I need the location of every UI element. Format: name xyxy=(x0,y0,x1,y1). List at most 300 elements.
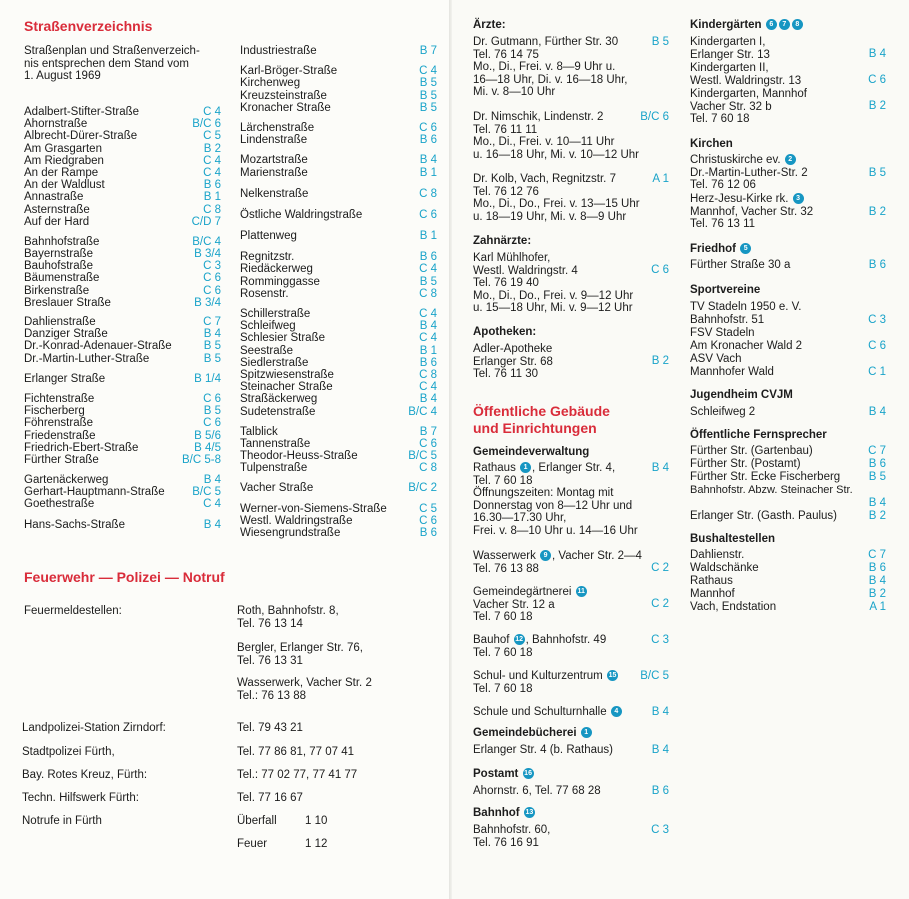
street-grid-ref: B/C 4 xyxy=(408,405,437,418)
map-marker-icon: 2 xyxy=(785,154,796,165)
street-grid-ref: B 6 xyxy=(419,134,437,147)
streets-title: Straßenverzeichnis xyxy=(24,18,153,34)
street-name: Goethestraße xyxy=(24,498,95,511)
street-row xyxy=(240,482,437,494)
apotheke-grid: B 2 xyxy=(651,355,669,367)
street-row xyxy=(240,438,437,450)
street-row xyxy=(240,167,437,179)
street-grid-ref: C 4 xyxy=(203,166,221,179)
street-name: An der Waldlust xyxy=(24,179,105,192)
street-row xyxy=(240,188,437,200)
adler-apotheke: Adler-Apotheke Erlanger Str. 68 Tel. 76 11 30 xyxy=(473,343,553,380)
street-grid-ref: B 6 xyxy=(419,527,437,539)
street-grid-ref: C 6 xyxy=(419,437,437,450)
street-grid-ref: B/C 5 xyxy=(408,450,437,463)
street-grid-ref: C 4 xyxy=(419,381,437,394)
fernsprecher-3-grid: B 5 xyxy=(868,471,886,483)
street-row xyxy=(24,353,221,365)
street-row xyxy=(240,134,437,146)
street-row xyxy=(24,216,221,228)
doctor-gutmann-grid: B 5 xyxy=(651,36,669,48)
herz-jesu-kirche-grid: B 2 xyxy=(868,206,886,218)
bus-stop-1: Dahlienstr. xyxy=(690,549,745,561)
bus-stop-4: Mannhof xyxy=(690,588,735,600)
street-name: Fichtenstraße xyxy=(24,392,95,405)
apotheken-title: Apotheken: xyxy=(473,326,537,338)
street-grid-ref: C 6 xyxy=(203,272,221,285)
street-name: Hans-Sachs-Straße xyxy=(24,518,125,531)
bus-stop-1-grid: C 7 xyxy=(868,549,886,561)
fsv-stadeln: FSV Stadeln Am Kronacher Wald 2 xyxy=(690,327,803,352)
street-row xyxy=(24,260,221,272)
street-row xyxy=(24,442,221,454)
street-row xyxy=(24,474,221,486)
street-grid-ref: C/D 7 xyxy=(191,215,221,228)
street-list-column-2 xyxy=(240,45,437,539)
page-fold xyxy=(449,0,452,899)
street-name: Erlanger Straße xyxy=(24,372,106,385)
street-row xyxy=(240,209,437,221)
wasserwerk-grid: C 2 xyxy=(651,562,669,574)
street-row xyxy=(24,248,221,260)
street-name: Lindenstraße xyxy=(240,134,308,147)
street-row xyxy=(240,230,437,242)
street-name: Kronacher Straße xyxy=(240,101,331,114)
street-name: Fischerberg xyxy=(24,405,85,418)
doctor-gutmann: Dr. Gutmann, Fürther Str. 30 Tel. 76 14 75 Mo., Di., Frei. v. 8—9 Uhr u. 16—18 Uhr, Di. v. 16—18 Uhr, Mi. v. 8—10 Uhr xyxy=(473,36,628,98)
bahnhof-grid: C 3 xyxy=(651,824,669,836)
street-grid-ref: C 6 xyxy=(419,208,437,221)
gemeindebuecherei-grid: B 4 xyxy=(651,744,669,756)
street-row xyxy=(240,154,437,166)
street-grid-ref: B 5 xyxy=(419,89,437,102)
street-name: Adalbert-Stifter-Straße xyxy=(24,106,140,118)
street-name: Nelkenstraße xyxy=(240,187,309,200)
street-grid-ref: B 1 xyxy=(419,166,437,179)
street-name: Romminggasse xyxy=(240,275,320,288)
rathaus-grid: B 4 xyxy=(651,462,669,474)
street-row xyxy=(240,406,437,418)
street-grid-ref: B 5 xyxy=(203,405,221,418)
street-row xyxy=(24,430,221,442)
street-grid-ref: B 3/4 xyxy=(194,296,221,309)
street-grid-ref: C 6 xyxy=(419,121,437,134)
kirchen-title: Kirchen xyxy=(690,138,733,150)
street-name: Bäumenstraße xyxy=(24,272,100,285)
street-grid-ref: B 5/6 xyxy=(194,429,221,442)
bus-stop-4-grid: B 2 xyxy=(868,588,886,600)
doctor-kolb-grid: A 1 xyxy=(652,173,669,185)
street-grid-ref: C 6 xyxy=(203,417,221,430)
street-name: Annastraße xyxy=(24,191,84,204)
street-row xyxy=(24,297,221,309)
street-grid-ref: B 1/4 xyxy=(194,372,221,385)
map-marker-icon: 8 xyxy=(792,19,803,30)
fernsprecher-4-grid: B 4 xyxy=(868,497,886,509)
thw-tel: Tel. 77 16 67 xyxy=(237,792,303,804)
doctor-nimschik-grid: B/C 6 xyxy=(640,111,669,123)
street-grid-ref: C 3 xyxy=(203,260,221,273)
fernsprecher-5: Erlanger Str. (Gasth. Paulus) xyxy=(690,510,838,522)
street-grid-ref: B/C 2 xyxy=(408,482,437,495)
tv-stadeln-grid: C 3 xyxy=(868,314,886,326)
street-row xyxy=(24,118,221,130)
street-grid-ref: B/C 5-8 xyxy=(182,453,221,466)
street-row xyxy=(240,263,437,275)
street-name: Dr.-Konrad-Adenauer-Straße xyxy=(24,340,172,353)
wasserwerk: Wasserwerk 9 , Vacher Str. 2—4 Tel. 76 13 88 xyxy=(473,550,642,575)
street-grid-ref: B 2 xyxy=(203,142,221,155)
asv-vach: ASV Vach Mannhofer Wald xyxy=(690,353,774,378)
street-grid-ref: C 4 xyxy=(203,154,221,167)
map-marker-icon: 4 xyxy=(611,706,622,717)
street-grid-ref: C 4 xyxy=(419,332,437,345)
street-grid-ref: C 8 xyxy=(203,203,221,216)
gemeindegaertnerei: Gemeindegärtnerei 11 Vacher Str. 12 a Tel. 7 60 18 xyxy=(473,586,585,623)
fsv-stadeln-grid: C 6 xyxy=(868,340,886,352)
red-cross-tel: Tel.: 77 02 77, 77 41 77 xyxy=(237,769,358,781)
street-name: Westl. Waldringstraße xyxy=(240,514,353,527)
notruf-label: Notrufe in Fürth xyxy=(22,815,102,827)
street-name: Industriestraße xyxy=(240,45,317,57)
street-name: Rosenstr. xyxy=(240,287,289,300)
map-marker-icon: 5 xyxy=(740,243,751,254)
red-cross-label: Bay. Rotes Kreuz, Fürth: xyxy=(22,769,148,781)
street-name: Siedlerstraße xyxy=(240,356,309,369)
street-row xyxy=(24,236,221,248)
street-name: Am Riedgraben xyxy=(24,154,104,167)
street-name: Ahornstraße xyxy=(24,118,88,131)
map-marker-icon: 15 xyxy=(608,672,617,680)
fernsprecher-5-grid: B 2 xyxy=(868,510,886,522)
street-name: Kreuzsteinstraße xyxy=(240,89,327,102)
street-name: Karl-Bröger-Straße xyxy=(240,65,338,78)
street-name: Dr.-Martin-Luther-Straße xyxy=(24,352,150,365)
street-row xyxy=(24,417,221,429)
street-name: Plattenweg xyxy=(240,230,297,243)
street-name: Gerhart-Hauptmann-Straße xyxy=(24,486,165,499)
street-name: Tannenstraße xyxy=(240,437,311,450)
street-row xyxy=(240,369,437,381)
map-marker-icon: 6 xyxy=(766,19,777,30)
street-name: Albrecht-Dürer-Straße xyxy=(24,130,138,143)
street-name: Straßäckerweg xyxy=(240,393,318,406)
street-name: Lärchenstraße xyxy=(240,121,315,134)
street-row xyxy=(240,332,437,344)
street-grid-ref: B 4 xyxy=(203,474,221,487)
street-grid-ref: B/C 4 xyxy=(192,235,221,248)
street-name: Spitzwiesenstraße xyxy=(240,368,334,381)
street-grid-ref: B 1 xyxy=(419,230,437,243)
street-row xyxy=(24,143,221,155)
map-marker-icon: 3 xyxy=(793,193,804,204)
street-row xyxy=(24,316,221,328)
fernsprecher-2-grid: B 6 xyxy=(868,458,886,470)
street-name: Bayernstraße xyxy=(24,248,94,261)
friedhof-title: Friedhof 5 xyxy=(690,243,752,256)
street-name: Theodor-Heuss-Straße xyxy=(240,450,358,463)
street-name: Schlesier Straße xyxy=(240,332,326,345)
street-grid-ref: B 4 xyxy=(203,328,221,341)
map-marker-icon: 9 xyxy=(540,550,551,561)
gemeindegaertnerei-grid: C 2 xyxy=(651,598,669,610)
street-row xyxy=(24,519,221,531)
street-grid-ref: B 7 xyxy=(419,45,437,57)
thw-label: Techn. Hilfswerk Fürth: xyxy=(22,792,139,804)
street-row xyxy=(24,328,221,340)
street-row xyxy=(240,357,437,369)
street-grid-ref: B 5 xyxy=(419,275,437,288)
street-grid-ref: B 3/4 xyxy=(194,248,221,261)
fernsprecher-1-grid: C 7 xyxy=(868,445,886,457)
tv-stadeln: TV Stadeln 1950 e. V. Bahnhofstr. 51 xyxy=(690,301,802,326)
street-name: Schleifweg xyxy=(240,320,296,333)
emergency-title: Feuerwehr — Polizei — Notruf xyxy=(24,569,225,585)
street-grid-ref: C 4 xyxy=(203,106,221,118)
rathaus: Rathaus 1 , Erlanger Str. 4, Tel. 7 60 18 Öffnungszeiten: Montag mit Donnerstag von 8—12 Uhr und 16.30—17.30 Uhr, Frei. v. 8—10 Uhr u. 14—16 Uhr xyxy=(473,462,638,537)
street-grid-ref: B/C 6 xyxy=(192,118,221,131)
street-grid-ref: B 4/5 xyxy=(194,441,221,454)
street-row xyxy=(240,503,437,515)
street-row xyxy=(24,272,221,284)
street-name: Asternstraße xyxy=(24,203,90,216)
streets-intro: Straßenplan und Straßenverzeich- nis entsprechen dem Stand vom 1. August 1969 xyxy=(24,45,200,82)
asv-vach-grid: C 1 xyxy=(868,366,886,378)
street-grid-ref: C 6 xyxy=(419,514,437,527)
street-name: Dahlienstraße xyxy=(24,316,96,328)
street-name: Kirchenweg xyxy=(240,77,301,90)
notruf-ueberfall-number: 1 10 xyxy=(305,815,328,827)
bauhof-grid: C 3 xyxy=(651,634,669,646)
street-row xyxy=(24,167,221,179)
street-row xyxy=(240,308,437,320)
kindergarten-2-grid: C 6 xyxy=(868,74,886,86)
police-fuerth-label: Stadtpolizei Fürth, xyxy=(22,746,115,758)
schulzentrum-grid: B/C 5 xyxy=(640,670,669,682)
street-name: Fürther Straße xyxy=(24,453,99,466)
doctor-nimschik: Dr. Nimschik, Lindenstr. 2 Tel. 76 11 11 Mo., Di., Frei. v. 10—11 Uhr u. 16—18 Uhr, Mi. v. 10—12 Uhr xyxy=(473,111,639,161)
street-name: Bauhofstraße xyxy=(24,260,94,273)
police-zirndorf-tel: Tel. 79 43 21 xyxy=(237,722,303,734)
bus-stop-5: Vach, Endstation xyxy=(690,601,777,613)
notruf-feuer-number: 1 12 xyxy=(305,838,328,850)
street-row xyxy=(240,527,437,539)
street-name: Auf der Hard xyxy=(24,215,90,228)
bus-stop-3-grid: B 4 xyxy=(868,575,886,587)
map-marker-icon: 11 xyxy=(577,588,585,596)
street-row xyxy=(24,130,221,142)
dentist-muehlhofer: Karl Mühlhofer, Westl. Waldringstr. 4 Tel. 76 19 40 Mo., Di., Do., Frei. v. 9—12 Uhr u. 15—18 Uhr, Mi. v. 9—12 Uhr xyxy=(473,252,634,314)
street-grid-ref: C 8 xyxy=(419,187,437,200)
map-marker-icon: 1 xyxy=(581,727,592,738)
kindergarten-1: Kindergarten I, Erlanger Str. 13 xyxy=(690,36,770,61)
street-row xyxy=(240,288,437,300)
fernsprecher-title: Öffentliche Fernsprecher xyxy=(690,429,827,441)
bus-stop-5-grid: A 1 xyxy=(869,601,886,613)
street-row xyxy=(240,462,437,474)
schule-turnhalle-grid: B 4 xyxy=(651,706,669,718)
bus-stop-2-grid: B 6 xyxy=(868,562,886,574)
street-grid-ref: B 4 xyxy=(419,154,437,167)
street-grid-ref: B 5 xyxy=(203,340,221,353)
street-grid-ref: C 4 xyxy=(419,65,437,78)
street-grid-ref: B 5 xyxy=(203,352,221,365)
bushaltestellen-title: Bushaltestellen xyxy=(690,533,775,545)
postamt-address: Ahornstr. 6, Tel. 77 68 28 xyxy=(473,785,601,797)
street-grid-ref: C 4 xyxy=(419,308,437,320)
street-name: Wiesengrundstraße xyxy=(240,527,341,539)
street-row xyxy=(240,450,437,462)
friedhof-address: Fürther Straße 30 a xyxy=(690,259,791,271)
street-grid-ref: B 4 xyxy=(419,320,437,333)
map-marker-icon: 13 xyxy=(525,809,534,817)
map-marker-icon: 7 xyxy=(779,19,790,30)
fire-station-3: Wasserwerk, Vacher Str. 2 Tel.: 76 13 88 xyxy=(237,677,372,702)
bus-stop-3: Rathaus xyxy=(690,575,733,587)
street-row xyxy=(24,179,221,191)
street-name: Vacher Straße xyxy=(240,482,314,495)
street-name: Östliche Waldringstraße xyxy=(240,208,363,221)
street-name: Seestraße xyxy=(240,344,294,357)
street-row xyxy=(24,285,221,297)
street-grid-ref: B 4 xyxy=(419,393,437,406)
street-name: Werner-von-Siemens-Straße xyxy=(240,502,387,515)
postamt-title: Postamt 16 xyxy=(473,768,532,780)
public-buildings-title: Öffentliche Gebäude und Einrichtungen xyxy=(473,403,610,436)
notruf-feuer-label: Feuer xyxy=(237,838,268,850)
street-grid-ref: B 1 xyxy=(203,191,221,204)
kindergarten-mannhof: Kindergarten, Mannhof Vacher Str. 32 b Tel. 7 60 18 xyxy=(690,88,807,125)
fernsprecher-2: Fürther Str. (Postamt) xyxy=(690,458,801,470)
street-name: Tulpenstraße xyxy=(240,462,308,475)
schulzentrum: Schul- und Kulturzentrum 15 Tel. 7 60 18 xyxy=(473,670,617,695)
street-row xyxy=(24,486,221,498)
bahnhof-address: Bahnhofstr. 60, Tel. 76 16 91 xyxy=(473,824,551,849)
street-row xyxy=(240,102,437,114)
gemeindeverwaltung-title: Gemeindeverwaltung xyxy=(473,446,590,458)
postamt-grid: B 6 xyxy=(651,785,669,797)
street-grid-ref: C 5 xyxy=(419,502,437,515)
fire-station-1: Roth, Bahnhofstr. 8, Tel. 76 13 14 xyxy=(237,605,339,630)
friedhof-grid: B 6 xyxy=(868,259,886,271)
street-grid-ref: C 8 xyxy=(419,462,437,475)
street-name: Regnitzstr. xyxy=(240,251,295,264)
street-row xyxy=(240,122,437,134)
street-grid-ref: C 7 xyxy=(203,316,221,328)
street-grid-ref: C 4 xyxy=(419,263,437,276)
gemeindebuecherei-title: Gemeindebücherei 1 xyxy=(473,727,593,740)
street-name: Marienstraße xyxy=(240,166,308,179)
street-grid-ref: C 6 xyxy=(203,392,221,405)
street-grid-ref: B 1 xyxy=(419,344,437,357)
street-row xyxy=(240,381,437,393)
street-row xyxy=(240,345,437,357)
jugendheim-address: Schleifweg 2 xyxy=(690,406,756,418)
map-marker-icon: 16 xyxy=(524,770,532,778)
street-row xyxy=(240,45,437,57)
street-grid-ref: B 6 xyxy=(203,179,221,192)
gemeindebuecherei-address: Erlanger Str. 4 (b. Rathaus) xyxy=(473,744,613,756)
street-row xyxy=(24,191,221,203)
street-row xyxy=(24,393,221,405)
street-grid-ref: B 5 xyxy=(419,77,437,90)
street-grid-ref: B 4 xyxy=(203,518,221,531)
kindergarten-mannhof-grid: B 2 xyxy=(868,100,886,112)
street-grid-ref: C 8 xyxy=(419,368,437,381)
street-grid-ref: B 5 xyxy=(419,101,437,114)
street-name: Mozartstraße xyxy=(240,154,308,167)
notruf-ueberfall-label: Überfall xyxy=(237,815,277,827)
street-row xyxy=(240,515,437,527)
street-grid-ref: C 8 xyxy=(419,287,437,300)
street-grid-ref: C 6 xyxy=(203,284,221,297)
street-name: Danziger Straße xyxy=(24,328,108,341)
street-name: Birkenstraße xyxy=(24,284,90,297)
street-grid-ref: C 4 xyxy=(203,498,221,511)
street-row xyxy=(24,405,221,417)
street-name: Riedäckerweg xyxy=(240,263,313,276)
aerzte-title: Ärzte: xyxy=(473,19,506,31)
police-zirndorf-label: Landpolizei-Station Zirndorf: xyxy=(22,722,166,734)
dentist-grid: C 6 xyxy=(651,264,669,276)
street-row xyxy=(24,373,221,385)
fernsprecher-1: Fürther Str. (Gartenbau) xyxy=(690,445,813,457)
christuskirche: Christuskirche ev. 2 Dr.-Martin-Luther-Str. 2 Tel. 76 12 06 xyxy=(690,154,808,191)
street-row xyxy=(24,204,221,216)
kindergarten-title: Kindergärten 6 7 8 xyxy=(690,19,804,32)
street-row xyxy=(240,65,437,77)
street-grid-ref: B/C 5 xyxy=(192,486,221,499)
street-row xyxy=(240,251,437,263)
street-name: Talblick xyxy=(240,425,278,438)
bahnhof-title: Bahnhof 13 xyxy=(473,807,534,819)
street-row xyxy=(24,454,221,466)
street-name: Steinacher Straße xyxy=(240,381,333,394)
street-row xyxy=(240,90,437,102)
street-name: Sudetenstraße xyxy=(240,405,316,418)
herz-jesu-kirche: Herz-Jesu-Kirke rk. 3 Mannhof, Vacher Str. 32 Tel. 76 13 11 xyxy=(690,193,814,230)
street-row xyxy=(240,320,437,332)
street-grid-ref: B 6 xyxy=(419,356,437,369)
fernsprecher-4: Bahnhofstr. Abzw. Steinacher Str. xyxy=(690,484,853,496)
street-name: Am Grasgarten xyxy=(24,142,102,155)
street-name: Friedenstraße xyxy=(24,429,96,442)
street-row xyxy=(240,276,437,288)
fire-label: Feuermeldestellen: xyxy=(24,605,122,617)
street-row xyxy=(24,498,221,510)
jugendheim-grid: B 4 xyxy=(868,406,886,418)
street-name: Föhrenstraße xyxy=(24,417,94,430)
jugendheim-title: Jugendheim CVJM xyxy=(690,389,793,401)
zahnaerzte-title: Zahnärzte: xyxy=(473,235,532,247)
street-row xyxy=(24,340,221,352)
fernsprecher-3: Fürther Str. Ecke Fischerberg xyxy=(690,471,841,483)
bauhof: Bauhof 12 , Bahnhofstr. 49 Tel. 7 60 18 xyxy=(473,634,607,659)
christuskirche-grid: B 5 xyxy=(868,167,886,179)
street-row xyxy=(24,155,221,167)
kindergarten-2: Kindergarten II, Westl. Waldringstr. 13 xyxy=(690,62,802,87)
fire-station-2: Bergler, Erlanger Str. 76, Tel. 76 13 31 xyxy=(237,642,363,667)
street-name: An der Rampe xyxy=(24,166,99,179)
street-row xyxy=(240,426,437,438)
map-marker-icon: 12 xyxy=(515,636,524,644)
doctor-kolb: Dr. Kolb, Vach, Regnitzstr. 7 Tel. 76 12 76 Mo., Di., Do., Frei. v. 13—15 Uhr u. 18—19 Uhr, Mi. v. 8—9 Uhr xyxy=(473,173,640,223)
street-grid-ref: C 5 xyxy=(203,130,221,143)
street-row xyxy=(240,77,437,89)
street-grid-ref: B 7 xyxy=(419,425,437,438)
street-name: Friedrich-Ebert-Straße xyxy=(24,441,139,454)
sportvereine-title: Sportvereine xyxy=(690,284,761,296)
